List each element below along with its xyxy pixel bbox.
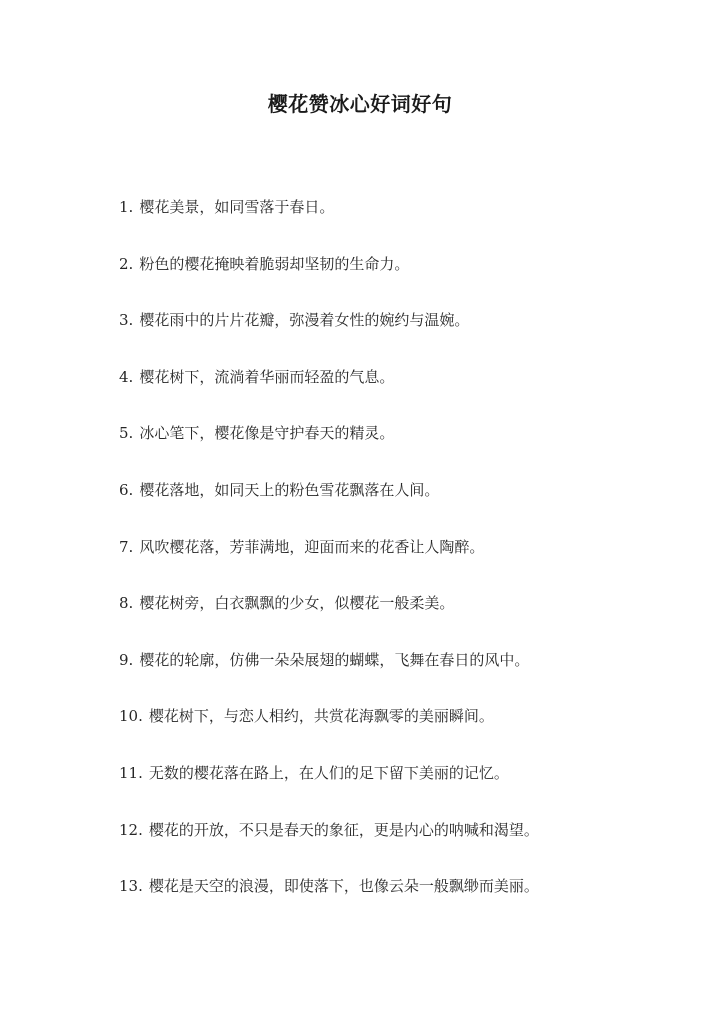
list-item bbox=[119, 705, 539, 762]
list-item bbox=[119, 536, 539, 593]
item-number: 12. bbox=[119, 820, 143, 839]
item-number: 11. bbox=[119, 763, 143, 782]
item-text: 冰心笔下，樱花像是守护春天的精灵。 bbox=[139, 424, 395, 443]
item-number: 2. bbox=[119, 254, 134, 273]
list-item bbox=[119, 875, 539, 932]
item-text: 樱花的开放，不只是春天的象征，更是内心的呐喊和渴望。 bbox=[148, 820, 539, 839]
list-item bbox=[119, 366, 539, 423]
list-item bbox=[119, 196, 539, 253]
item-text: 樱花树旁，白衣飘飘的少女，似樱花一般柔美。 bbox=[139, 594, 455, 613]
item-number: 1. bbox=[119, 198, 134, 216]
item-number: 8. bbox=[119, 594, 134, 613]
item-number: 13. bbox=[119, 877, 143, 896]
list-item bbox=[119, 649, 539, 706]
item-number: 9. bbox=[119, 650, 134, 669]
item-text: 无数的樱花落在路上，在人们的足下留下美丽的记忆。 bbox=[148, 763, 509, 782]
item-number: 4. bbox=[119, 367, 134, 386]
item-number: 5. bbox=[119, 424, 134, 443]
item-text: 樱花是天空的浪漫，即使落下，也像云朵一般飘缈而美丽。 bbox=[148, 877, 539, 896]
item-text: 樱花树下，与恋人相约，共赏花海飘零的美丽瞬间。 bbox=[148, 707, 494, 726]
item-number: 6. bbox=[119, 480, 134, 499]
list-item bbox=[119, 309, 539, 366]
list-item bbox=[119, 253, 539, 310]
list-item bbox=[119, 422, 539, 479]
item-text: 樱花树下，流淌着华丽而轻盈的气息。 bbox=[139, 367, 395, 386]
item-number: 10. bbox=[119, 707, 143, 726]
item-text: 樱花雨中的片片花瓣，弥漫着女性的婉约与温婉。 bbox=[139, 311, 470, 330]
item-text: 风吹樱花落，芳菲满地，迎面而来的花香让人陶醉。 bbox=[139, 537, 485, 556]
sentence-list bbox=[119, 196, 539, 932]
page-title: 樱花赞冰心好词好句 bbox=[267, 92, 453, 116]
item-text: 樱花的轮廓，仿佛一朵朵展翅的蝴蝶，飞舞在春日的风中。 bbox=[139, 650, 530, 669]
item-text: 樱花美景，如同雪落于春日。 bbox=[139, 198, 335, 216]
list-item bbox=[119, 592, 539, 649]
item-text: 樱花落地，如同天上的粉色雪花飘落在人间。 bbox=[139, 480, 440, 499]
list-item bbox=[119, 762, 539, 819]
list-item bbox=[119, 819, 539, 876]
list-item bbox=[119, 479, 539, 536]
item-text: 粉色的樱花掩映着脆弱却坚韧的生命力。 bbox=[139, 254, 410, 273]
item-number: 3. bbox=[119, 311, 134, 330]
item-number: 7. bbox=[119, 537, 134, 556]
